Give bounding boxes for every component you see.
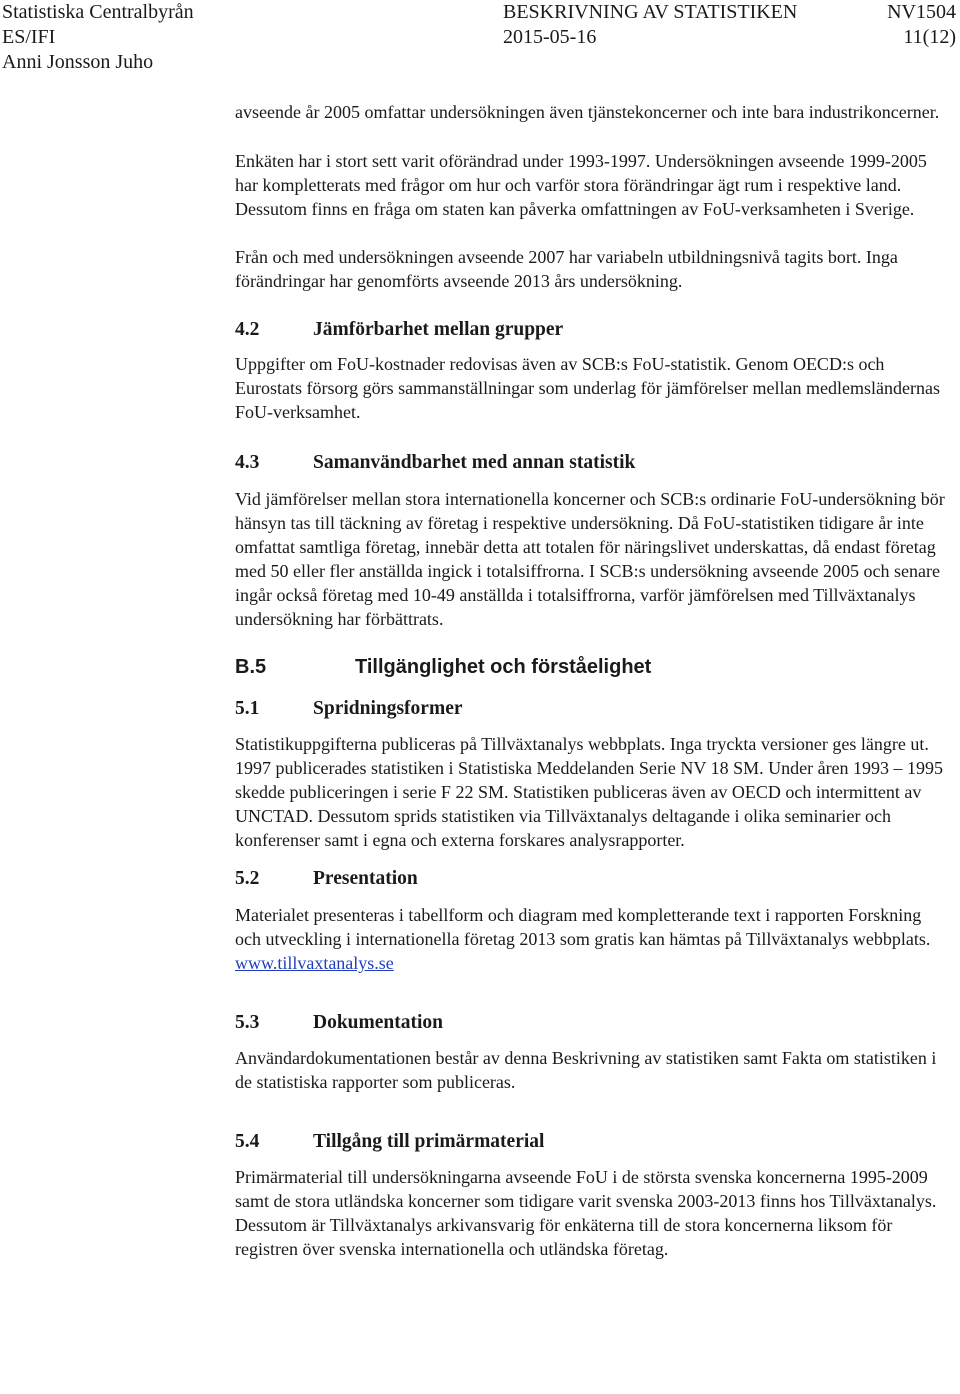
header-page-number: 11(12): [903, 26, 956, 48]
header-unit: ES/IFI: [2, 26, 56, 48]
section-title: Samanvändbarhet med annan statistik: [313, 452, 636, 473]
paragraph-2: Enkäten har i stort sett varit oförändrad under 1993-1997. Undersökningen avseende 1999-2005 har kompletterats med frågor om hur och varför stora förändringar ägt rum i respektive land. Dessutom finns en fråga om staten kan påverka omfattningen av FoU-verksamheten i Sverige.: [235, 151, 927, 219]
section-number: 5.3: [235, 1012, 260, 1033]
paragraph-1: avseende år 2005 omfattar undersökningen även tjänstekoncerner och inte bara industrikoncerner.: [235, 102, 940, 122]
paragraph-8: Användardokumentationen består av denna Beskrivning av statistiken samt Fakta om statistiken i de statistiska rapporter som publiceras.: [235, 1048, 937, 1092]
section-heading-5-4: [235, 1130, 947, 1154]
section-number: 5.1: [235, 698, 260, 719]
paragraph-7: [235, 903, 947, 975]
section-number: 4.3: [235, 452, 260, 473]
paragraph-6: Statistikuppgifterna publiceras på Tillväxtanalys webbplats. Inga tryckta versioner ges längre ut. 1997 publicerades statistiken i Statistiska Meddelanden Serie NV 18 SM. Under åren 1993 – 1995 skedde publiceringen i serie F 22 SM. Statistiken publiceras även av OECD och intermittent av UNCTAD. Dessutom sprids statistiken via Tillväxtanalys deltagande i olika seminarier och konferenser samt i egna och externa forskares analysrapporter.: [235, 734, 944, 850]
chapter-number: B.5: [235, 656, 267, 678]
header-row-2: [0, 25, 960, 50]
header-doc-type: BESKRIVNING AV STATISTIKEN: [503, 1, 798, 23]
page-body: [235, 100, 947, 1261]
section-heading-4-2: [235, 318, 947, 342]
header-org: Statistiska Centralbyrån: [2, 1, 194, 23]
section-heading-5-1: [235, 697, 947, 721]
header-row-1: [0, 0, 960, 25]
section-heading-5-2: [235, 867, 947, 891]
page-header: [0, 0, 960, 75]
section-number: 4.2: [235, 319, 260, 340]
section-number: 5.4: [235, 1131, 260, 1152]
header-date: 2015-05-16: [503, 26, 597, 48]
header-doc-code: NV1504: [887, 1, 956, 23]
chapter-title: Tillgänglighet och förståelighet: [355, 656, 652, 678]
section-title: Jämförbarhet mellan grupper: [313, 319, 564, 340]
section-heading-5-3: [235, 1011, 947, 1035]
section-heading-4-3: [235, 451, 947, 475]
paragraph-7-text: Materialet presenteras i tabellform och diagram med kompletterande text i rapporten Forskning och utveckling i internationella företag 2013 som gratis kan hämtas på Tillväxtanalys webbplats.: [235, 905, 931, 949]
paragraph-4: Uppgifter om FoU-kostnader redovisas även av SCB:s FoU-statistik. Genom OECD:s och Eurostats försorg görs sammanställningar som underlag för jämförelser mellan medlemsländernas FoU-verksamhet.: [235, 354, 940, 422]
header-row-3: [0, 50, 960, 75]
section-title: Dokumentation: [313, 1012, 444, 1033]
paragraph-5: Vid jämförelser mellan stora internationella koncerner och SCB:s ordinarie FoU-undersökning bör hänsyn tas till täckning av företag i respektive undersökning. Då FoU-statistiken tidigare år inte omfattat samtliga företag, innebär detta att totalen för näringslivet underskattas, då endast företag med 50 eller fler anställda ingick i totalsiffrorna. I SCB:s undersökning avseende 2005 och senare ingår också företag med 10-49 anställda i totalsiffrorna, varför jämförelsen med Tillväxtanalys undersökning har förbättrats.: [235, 489, 945, 629]
tillvaxtanalys-link[interactable]: www.tillvaxtanalys.se: [235, 953, 394, 973]
paragraph-9: Primärmaterial till undersökningarna avseende FoU i de största svenska koncernerna 1995-2009 samt de stora utländska koncerner som tidigare varit svenska 2003-2013 finns hos Tillväxtanalys. Dessutom är Tillväxtanalys arkivansvarig för enkäterna till de stora koncernerna liksom för registren över svenska internationella och utländska företag.: [235, 1167, 937, 1259]
section-title: Tillgång till primärmaterial: [313, 1131, 545, 1152]
section-title: Spridningsformer: [313, 698, 463, 719]
paragraph-3: Från och med undersökningen avseende 2007 har variabeln utbildningsnivå tagits bort. Inga förändringar har genomförts avseende 2013 års undersökning.: [235, 247, 898, 291]
section-title: Presentation: [313, 868, 418, 889]
section-number: 5.2: [235, 868, 260, 889]
header-author: Anni Jonsson Juho: [2, 51, 154, 73]
chapter-heading-b5: [235, 654, 947, 680]
